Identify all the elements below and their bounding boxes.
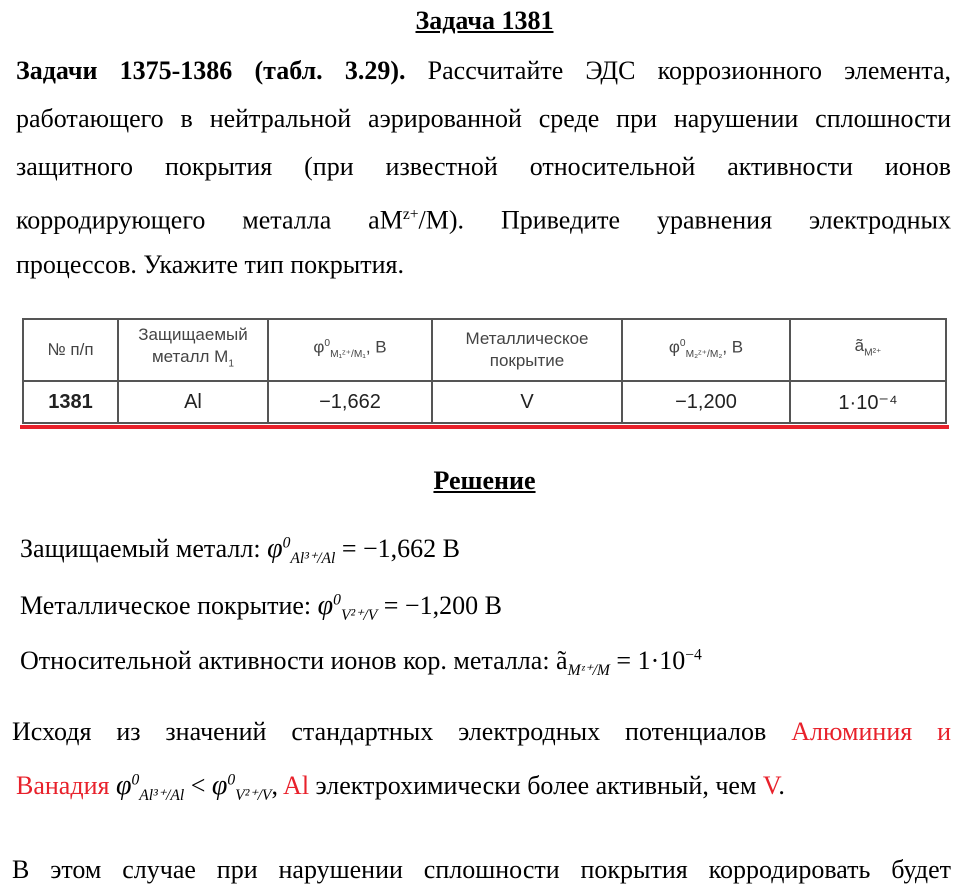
intro-line-4-b: /M). Приведите уравнения электродных [418, 205, 951, 235]
header-protected-metal-b: металл M [151, 347, 229, 367]
header-activity-idx: M²⁺ [864, 347, 882, 359]
given-activity [20, 646, 702, 680]
cell-coating: V [432, 381, 622, 423]
given-coating [20, 590, 502, 625]
header-potential-2-sup: 0 [679, 338, 686, 350]
header-coating-a: Металлическое [465, 329, 589, 348]
given-line-3-exp: −4 [685, 646, 702, 664]
given-line-1-sup: 0 [282, 534, 291, 552]
header-activity-a: ã [854, 336, 865, 356]
header-potential-2-unit: , В [722, 338, 744, 358]
header-coating [432, 319, 622, 381]
intro-line-1 [16, 47, 951, 95]
table-underline-red [20, 425, 949, 429]
header-potential-1-phi: φ [313, 338, 325, 358]
conclusion-v: V [762, 771, 779, 800]
cell-activity: 1·10⁻⁴ [790, 381, 946, 423]
header-potential-2 [622, 319, 790, 381]
last-line: В этом случае при нарушении сплошности покрытия корродировать будет [12, 855, 951, 884]
conclusion-sub-al: Al³⁺/Al [139, 787, 185, 805]
header-protected-metal [118, 319, 268, 381]
given-line-1-value: = −1,662 В [335, 534, 460, 563]
given-line-3-a: ã [556, 646, 568, 675]
table-header-row [23, 319, 946, 381]
given-line-2-sup: 0 [333, 591, 341, 609]
cell-potential-2: −1,200 [622, 381, 790, 423]
task-title: Задача 1381 [415, 6, 554, 35]
conclusion-lt: < [184, 771, 212, 800]
header-potential-1-unit: , В [365, 338, 387, 358]
intro-line-4-sup: z+ [402, 206, 419, 223]
given-line-3-label: Относительной активности ионов кор. металла: [20, 646, 557, 675]
given-line-1-sub: Al³⁺/Al [290, 550, 336, 568]
given-line-1-phi: φ [267, 533, 283, 564]
header-activity [790, 319, 946, 381]
conclusion-vanadium: Ванадия [16, 771, 110, 800]
given-protected-metal [20, 533, 460, 568]
given-line-3-sub: Mᶻ⁺/M [567, 662, 610, 680]
conclusion-mid: электрохимически более активный, чем [309, 771, 763, 800]
given-line-2-phi: φ [317, 590, 334, 621]
conclusion-sub-v: V²⁺/V [235, 787, 272, 805]
given-line-1-label: Защищаемый металл: [20, 534, 268, 563]
header-potential-2-idx: M₂ᶻ⁺/M₂ [685, 349, 723, 361]
conclusion-comma: , [271, 771, 278, 800]
conclusion-sup-1: 0 [131, 771, 140, 789]
conclusion-line-1-a: Исходя из значений стандартных электродных потенциалов [12, 717, 767, 746]
intro-bold-label: Задачи 1375-1386 (табл. 3.29). [16, 56, 406, 85]
problem-table [22, 318, 947, 424]
header-number: № п/п [23, 319, 118, 381]
conclusion-line-1 [12, 708, 951, 756]
given-line-2-label: Металлическое покрытие: [20, 591, 318, 620]
conclusion-line-2 [16, 770, 785, 805]
conclusion-dot: . [778, 771, 785, 800]
given-line-3-value: = 1·10 [609, 646, 686, 675]
intro-line-4 [16, 191, 951, 245]
header-protected-metal-a: Защищаемый [138, 325, 248, 345]
cell-number: 1381 [23, 381, 118, 423]
given-line-2-sub: V²⁺/V [340, 607, 378, 625]
conclusion-line-1-red: Алюминия и [791, 717, 952, 746]
intro-line-3: защитного покрытия (при известной относительной активности ионов [16, 152, 951, 181]
header-potential-1 [268, 319, 432, 381]
solution-title: Решение [433, 466, 536, 495]
intro-line-1-rest: Рассчитайте ЭДС коррозионного элемента, [405, 56, 951, 85]
cell-protected-metal: Al [118, 381, 268, 423]
conclusion-phi-2: φ [211, 770, 228, 801]
cell-potential-1: −1,662 [268, 381, 432, 423]
intro-line-5: процессов. Укажите тип покрытия. [16, 250, 404, 279]
header-protected-metal-sub: 1 [228, 358, 235, 370]
header-potential-1-sup: 0 [324, 338, 331, 350]
intro-line-2: работающего в нейтральной аэрированной среде при нарушении сплошности [16, 104, 951, 133]
header-potential-2-phi: φ [668, 338, 680, 358]
conclusion-phi-1: φ [115, 770, 132, 801]
header-coating-b: покрытие [489, 351, 565, 370]
conclusion-al: Al [283, 771, 310, 800]
table-row [23, 381, 946, 423]
intro-line-4-a: корродирующего металла aM [16, 205, 403, 235]
conclusion-sup-2: 0 [227, 771, 236, 789]
given-line-2-value: = −1,200 В [377, 591, 502, 620]
header-potential-1-idx: M₁ᶻ⁺/M₁ [330, 349, 366, 361]
